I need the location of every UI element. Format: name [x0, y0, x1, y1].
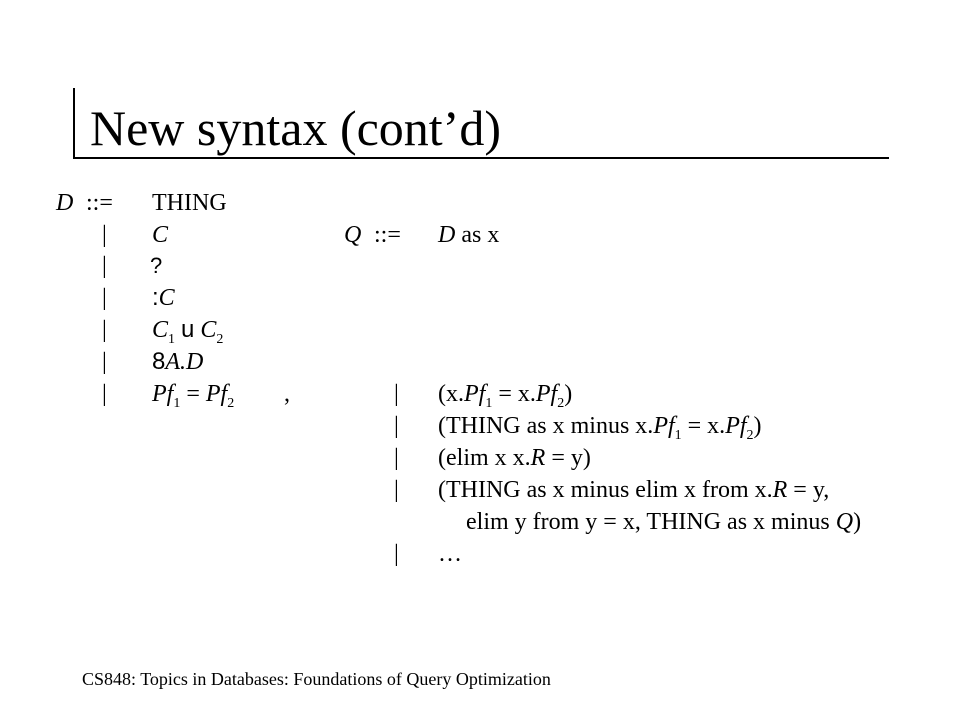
conj-c1: C [152, 317, 169, 343]
slide-title: New syntax (cont’d) [90, 100, 501, 156]
q-alt4-close: = y, [787, 477, 830, 503]
ellipsis: … [438, 541, 462, 567]
alt-bar: | [102, 317, 107, 343]
title-rule-vertical [73, 88, 75, 158]
q-define-op: ::= [374, 222, 401, 248]
q-alt2-mid: = x. [681, 413, 726, 439]
slide-footer: CS848: Topics in Databases: Foundations of Query Optimization [82, 669, 551, 689]
conj-c2: C [200, 317, 217, 343]
q-alt3-close: = y) [545, 445, 591, 471]
q-first-d: D [438, 222, 456, 248]
alt-bar: | [102, 285, 107, 311]
comma: , [284, 381, 290, 407]
pf2: Pf [205, 381, 228, 407]
q-alt1-open: (x. [438, 381, 464, 407]
q-alt1-mid: = x. [492, 381, 536, 407]
d-alt-thing: THING [152, 190, 227, 216]
alt-bar: | [394, 381, 399, 407]
alt-bar: | [102, 222, 107, 248]
q-alt4-r: R [772, 477, 788, 503]
alt-bar: | [102, 381, 107, 407]
q-alt1-close: ) [564, 381, 573, 407]
pf1: Pf [152, 381, 174, 407]
q-alt2-pf2: Pf [725, 413, 747, 439]
conj-symbol: u [181, 316, 195, 343]
q-first-suffix: as x [461, 222, 500, 248]
q-alt3-open: (elim x x. [438, 445, 531, 471]
q-nonterminal: Q [344, 222, 362, 248]
q-alt2-open: (THING as x minus x. [438, 413, 654, 439]
q-alt2-pf1: Pf [653, 413, 675, 439]
conj-sub1: 1 [168, 331, 176, 347]
alt-bar: | [394, 413, 399, 439]
q-alt4-cont-q: Q [835, 509, 854, 535]
unknown-symbol: ? [150, 253, 163, 278]
conj-sub2: 2 [216, 331, 224, 347]
d-nonterminal: D [56, 190, 74, 216]
q-alt1-pf1: Pf [464, 381, 486, 407]
pf2-sub: 2 [227, 395, 235, 411]
q-alt2-close: ) [753, 413, 762, 439]
q-alt1-sub2: 2 [557, 395, 565, 411]
q-alt3-r: R [530, 445, 546, 471]
q-alt1-pf2: Pf [535, 381, 558, 407]
concept-c: C [152, 222, 169, 248]
alt-bar: | [394, 445, 399, 471]
q-alt2-sub1: 1 [674, 427, 682, 443]
universal-symbol: 8 [152, 348, 166, 375]
alt-bar: | [394, 541, 399, 567]
negation-symbol: : [152, 284, 159, 311]
universal-expr: A.D [165, 349, 204, 375]
d-define-op: ::= [86, 190, 113, 216]
pf1-sub: 1 [173, 395, 181, 411]
alt-bar: | [394, 477, 399, 503]
q-alt4-open: (THING as x minus elim x from x. [438, 477, 773, 503]
equals-symbol: = [186, 381, 200, 407]
alt-bar: | [102, 349, 107, 375]
q-alt4-cont-close: ) [853, 509, 862, 535]
negation-concept: C [158, 285, 175, 311]
q-alt1-sub1: 1 [485, 395, 493, 411]
q-alt2-sub2: 2 [746, 427, 754, 443]
q-alt4-cont: elim y from y = x, THING as x minus [466, 509, 836, 535]
alt-bar: | [102, 253, 107, 279]
